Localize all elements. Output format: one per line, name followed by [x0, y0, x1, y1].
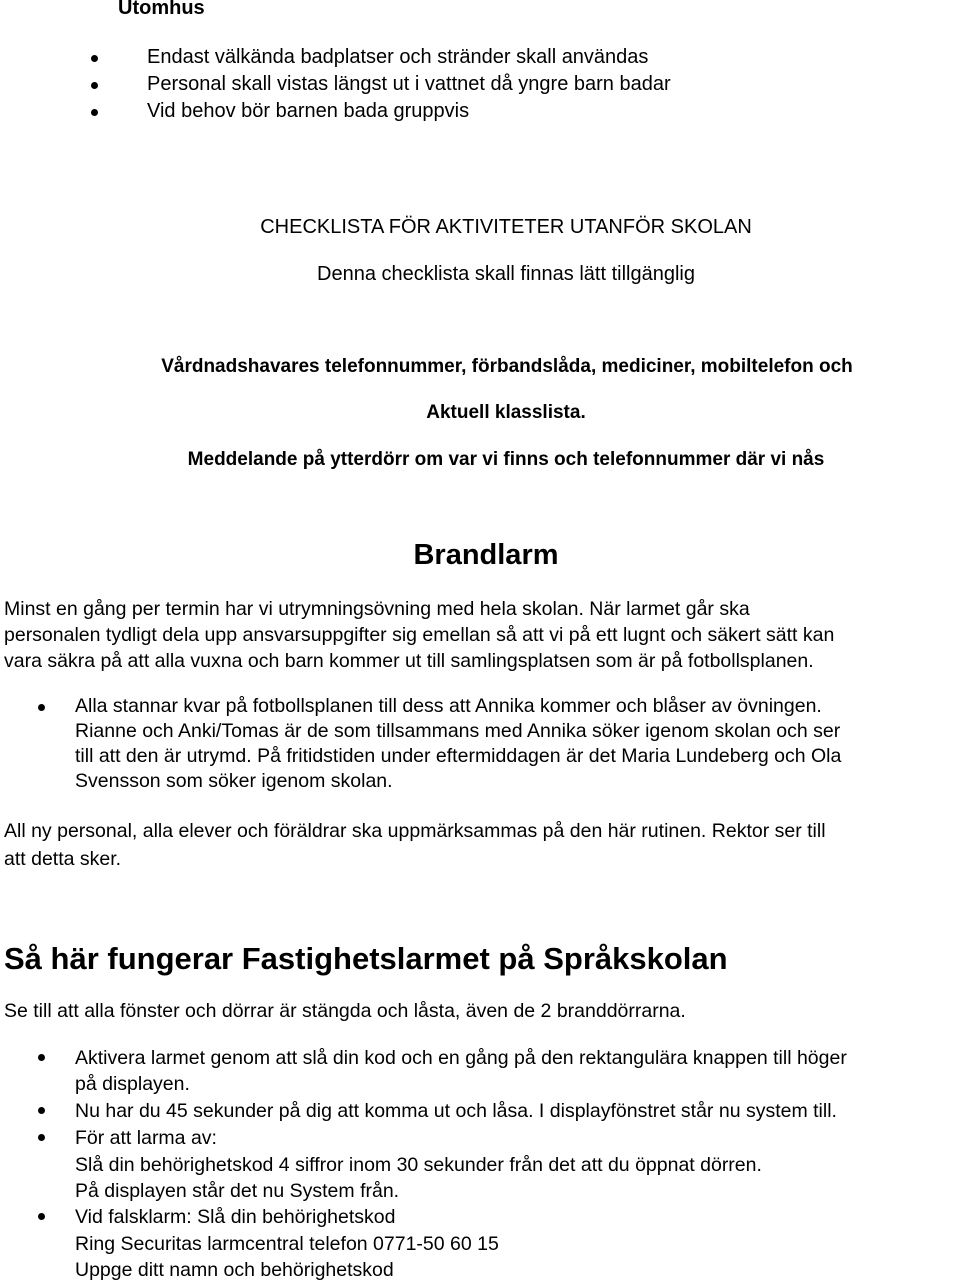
paragraph-line: All ny personal, alla elever och föräldrar ska uppmärksammas på den här rutinen. Rektor ser till [4, 820, 826, 842]
list-item-text: Personal skall vistas längst ut i vattnet då yngre barn badar [147, 73, 671, 95]
item-line: För att larma av: [75, 1127, 217, 1149]
bullet-icon [38, 1213, 45, 1220]
fire-alarm-closing [4, 817, 826, 873]
bullet-icon [91, 55, 98, 62]
fire-alarm-paragraph [4, 596, 834, 674]
paragraph-line: att detta sker. [4, 848, 122, 870]
list-item-text: Vid behov bör barnen bada gruppvis [147, 100, 470, 122]
paragraph-line: vara säkra på att alla vuxna och barn kommer ut till samlingsplatsen som är på fotbollsplanen. [4, 650, 814, 672]
bullet-line: Svensson som söker igenom skolan. [75, 770, 393, 792]
bullet-line: till att den är utrymd. På fritidstiden under eftermiddagen är det Maria Lundeberg och Ola [75, 745, 842, 767]
checklist-line-3: Meddelande på ytterdörr om var vi finns och telefonnummer där vi nås [187, 449, 825, 470]
section-heading-fire-alarm: Brandlarm [413, 539, 559, 571]
checklist-subtitle: Denna checklista skall finnas lätt tillgänglig [317, 263, 695, 285]
item-line: Vid falsklarm: Slå din behörighetskod [75, 1206, 396, 1228]
bullet-icon [38, 704, 45, 711]
property-alarm-intro: Se till att alla fönster och dörrar är stängda och låsta, även de 2 branddörrarna. [4, 1000, 686, 1022]
item-line: På displayen står det nu System från. [75, 1180, 400, 1202]
checklist-title: CHECKLISTA FÖR AKTIVITETER UTANFÖR SKOLAN [260, 216, 752, 238]
property-alarm-item [75, 1045, 847, 1097]
section-heading-outdoor: Utomhus [118, 0, 205, 19]
bullet-icon [91, 109, 98, 116]
item-line: på displayen. [75, 1073, 190, 1095]
item-line: Slå din behörighetskod 4 siffror inom 30 sekunder från det att du öppnat dörren. [75, 1153, 762, 1176]
checklist-line-2: Aktuell klasslista. [426, 402, 586, 423]
bullet-icon [38, 1054, 45, 1061]
list-item-text: Endast välkända badplatser och stränder skall användas [147, 46, 649, 68]
fire-alarm-bullet-text [75, 694, 841, 794]
bullet-icon [91, 82, 98, 89]
item-line: Uppge ditt namn och behörighetskod [75, 1259, 394, 1281]
property-alarm-item [75, 1204, 499, 1284]
property-alarm-item [75, 1098, 837, 1124]
bullet-icon [38, 1107, 45, 1114]
property-alarm-item [75, 1125, 762, 1205]
item-line: Aktivera larmet genom att slå din kod och en gång på den rektangulära knappen till höger [75, 1047, 847, 1069]
bullet-icon [38, 1134, 45, 1141]
checklist-line-1: Vårdnadshavares telefonnummer, förbandslåda, mediciner, mobiltelefon och [161, 356, 853, 377]
item-line: Ring Securitas larmcentral telefon 0771-50 60 15 [75, 1232, 499, 1255]
item-line: Nu har du 45 sekunder på dig att komma ut och låsa. I displayfönstret står nu system till. [75, 1100, 837, 1122]
paragraph-line: Minst en gång per termin har vi utrymningsövning med hela skolan. När larmet går ska [4, 598, 750, 620]
section-heading-property-alarm: Så här fungerar Fastighetslarmet på Språkskolan [4, 941, 728, 976]
bullet-line: Alla stannar kvar på fotbollsplanen till dess att Annika kommer och blåser av övningen. [75, 695, 822, 717]
paragraph-line: personalen tydligt dela upp ansvarsuppgifter sig emellan så att vi på ett lugnt och säkert sätt kan [4, 624, 835, 646]
bullet-line: Rianne och Anki/Tomas är de som tillsammans med Annika söker igenom skolan och ser [75, 720, 841, 742]
